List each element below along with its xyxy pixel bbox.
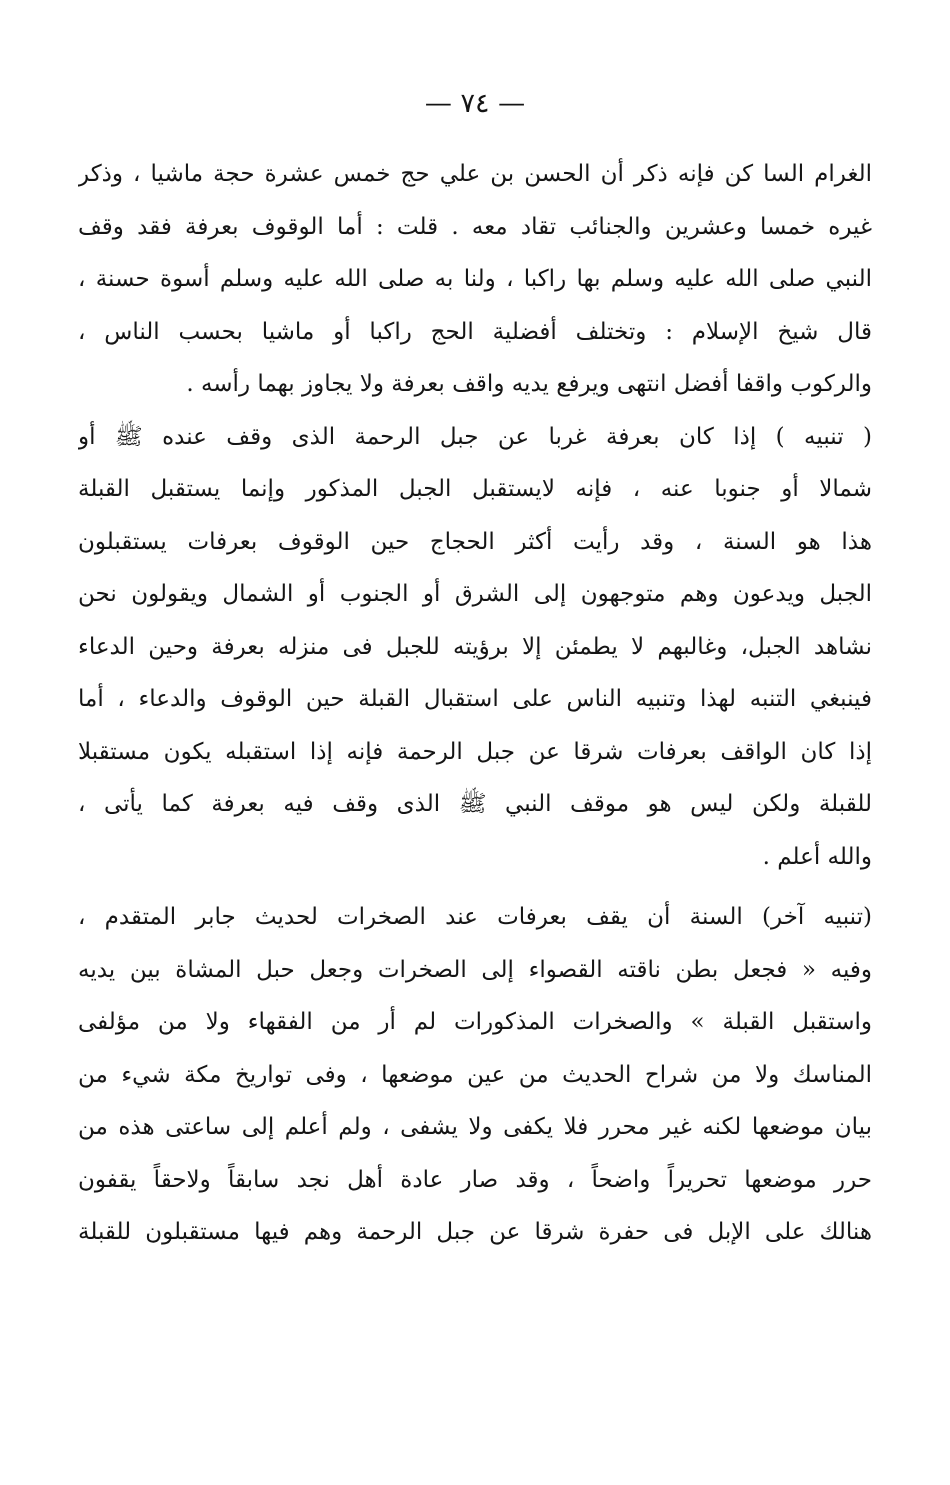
- text-line: نشاهد الجبل، وغالبهم لا يطمئن إلا برؤيته للجبل فى منزله بعرفة وحين الدعاء: [78, 633, 872, 660]
- text-line: والله أعلم .: [762, 843, 872, 870]
- text-line: بيان موضعها لكنه غير محرر فلا يكفى ولا يشفى ، ولم أعلم إلى ساعتى هذه من: [78, 1114, 872, 1140]
- text-line: المناسك ولا من شراح الحديث من عين موضعها ، وفى تواريخ مكة شيء من: [78, 1061, 872, 1088]
- text-line: إذا كان الواقف بعرفات شرقا عن جبل الرحمة فإنه إذا استقبله يكون مستقبلا: [78, 738, 872, 765]
- text-line: فينبغي التنبه لهذا وتنبيه الناس على استقبال القبلة حين الوقوف والدعاء ، أما: [78, 686, 872, 712]
- paragraph: [78, 148, 872, 411]
- text-line: هنالك على الإبل فى حفرة شرقا عن جبل الرحمة وهم فيها مستقبلون للقبلة: [78, 1219, 872, 1245]
- text-line: ( تنبيه ) إذا كان بعرفة غربا عن جبل الرحمة الذى وقف عنده ﷺ أو: [78, 423, 872, 450]
- text-line: قال شيخ الإسلام : وتختلف أفضلية الحج راكبا أو ماشيا بحسب الناس ،: [78, 318, 872, 345]
- text-line: (تنبيه آخر) السنة أن يقف بعرفات عند الصخرات لحديث جابر المتقدم ،: [78, 904, 872, 930]
- text-line: واستقبل القبلة » والصخرات المذكورات لم أر من الفقهاء ولا من مؤلفى: [78, 1009, 872, 1035]
- text-line: شمالا أو جنوبا عنه ، فإنه لايستقبل الجبل المذكور وإنما يستقبل القبلة: [78, 476, 872, 502]
- text-line: الجبل ويدعون وهم متوجهون إلى الشرق أو الجنوب أو الشمال ويقولون نحن: [78, 581, 872, 607]
- text-line: وفيه « فجعل بطن ناقته القصواء إلى الصخرات وجعل حبل المشاة بين يديه: [78, 956, 872, 983]
- text-line: الغرام السا كن فإنه ذكر أن الحسن بن علي حج خمس عشرة حجة ماشيا ، وذكر: [78, 161, 872, 187]
- text-line: حرر موضعها تحريراً واضحاً ، وقد صار عادة أهل نجد سابقاً ولاحقاً يقفون: [78, 1166, 872, 1193]
- paragraph: [78, 411, 872, 884]
- paragraph: [78, 891, 872, 1259]
- page-number: — ٧٤ —: [424, 88, 526, 119]
- body-text: [78, 148, 872, 1259]
- text-line: غيره خمسا وعشرين والجنائب تقاد معه . قلت : أما الوقوف بعرفة فقد وقف: [78, 213, 872, 240]
- text-line: النبي صلى الله عليه وسلم بها راكبا ، ولنا به صلى الله عليه وسلم أسوة حسنة ،: [78, 266, 872, 292]
- text-line: للقبلة ولكن ليس هو موقف النبي ﷺ الذى وقف فيه بعرفة كما يأتى ،: [78, 791, 872, 817]
- text-line: والركوب واقفا أفضل انتهى ويرفع يديه واقف بعرفة ولا يجاوز بهما رأسه .: [186, 371, 872, 397]
- text-line: هذا هو السنة ، وقد رأيت أكثر الحجاج حين الوقوف بعرفات يستقبلون: [78, 528, 872, 555]
